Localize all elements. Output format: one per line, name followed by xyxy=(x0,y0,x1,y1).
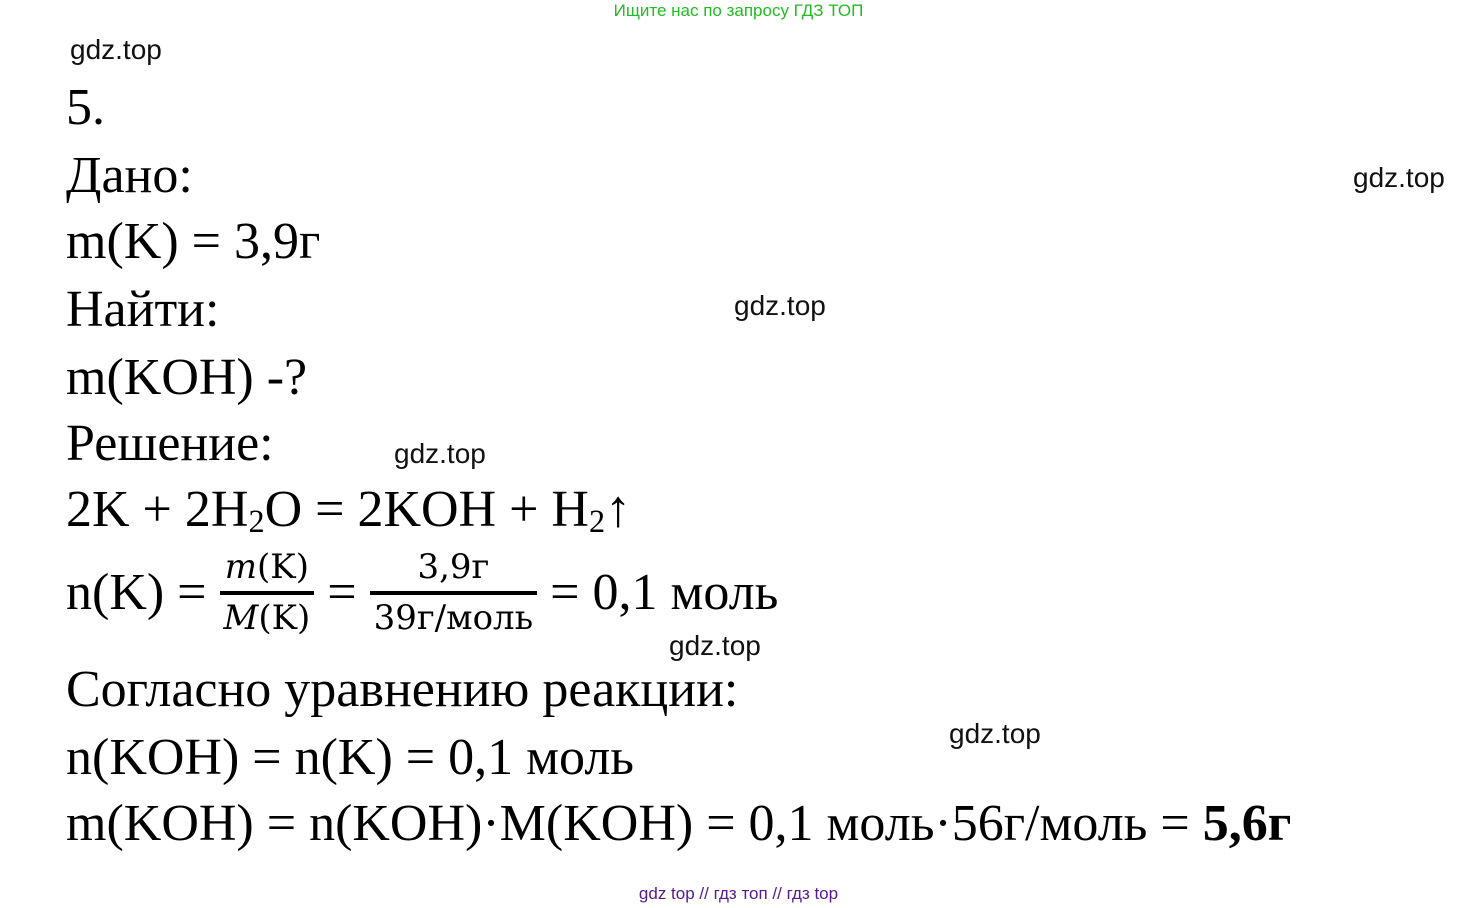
according-label: Согласно уравнению реакции: xyxy=(66,661,739,718)
reaction-sub-hydrogen: 2 xyxy=(588,502,606,539)
find-value: m(KOH) -? xyxy=(66,349,308,406)
equals-sign: = xyxy=(327,564,357,622)
solution-label: Решение: xyxy=(66,415,274,472)
watermark: gdz.top xyxy=(669,630,761,661)
fraction-mass-over-molar-mass xyxy=(220,548,315,638)
reaction-sub-water: 2 xyxy=(248,502,265,539)
top-banner: Ищите нас по запросу ГДЗ ТОП xyxy=(613,1,864,20)
reaction-mid: O = 2KOH + H xyxy=(264,481,589,538)
fraction-denominator: M(K) xyxy=(223,598,311,639)
moles-result: = 0,1 моль xyxy=(550,564,779,622)
final-answer: 5,6г xyxy=(1202,795,1292,852)
gas-arrow: ↑ xyxy=(605,481,632,538)
footer-links: gdz top // гдз топ // гдз top xyxy=(638,884,839,903)
reaction-lhs: 2K + 2H xyxy=(66,481,249,538)
watermark: gdz.top xyxy=(394,438,486,469)
watermark: gdz.top xyxy=(70,34,162,65)
find-label: Найти: xyxy=(66,281,220,338)
fraction-values xyxy=(370,548,538,638)
watermark: gdz.top xyxy=(734,290,826,321)
watermark: gdz.top xyxy=(1353,162,1445,193)
n-koh-equation: n(KOH) = n(K) = 0,1 моль xyxy=(66,729,635,786)
moles-calculation xyxy=(66,547,779,642)
moles-lhs: n(K) = xyxy=(66,564,207,622)
m-koh-equation xyxy=(66,795,1292,852)
fraction-numerator: 3,9г xyxy=(370,548,538,595)
fraction-numerator: m(K) xyxy=(220,548,315,595)
given-label: Дано: xyxy=(66,147,193,204)
watermark: gdz.top xyxy=(949,718,1041,749)
m-koh-expression: m(KOH) = n(KOH)·M(KOH) = 0,1 моль·56г/моль = xyxy=(66,795,1203,852)
reaction-equation xyxy=(66,481,632,539)
given-value: m(K) = 3,9г xyxy=(66,213,321,270)
fraction-denominator: 39г/моль xyxy=(373,598,534,639)
problem-number: 5. xyxy=(66,79,105,136)
